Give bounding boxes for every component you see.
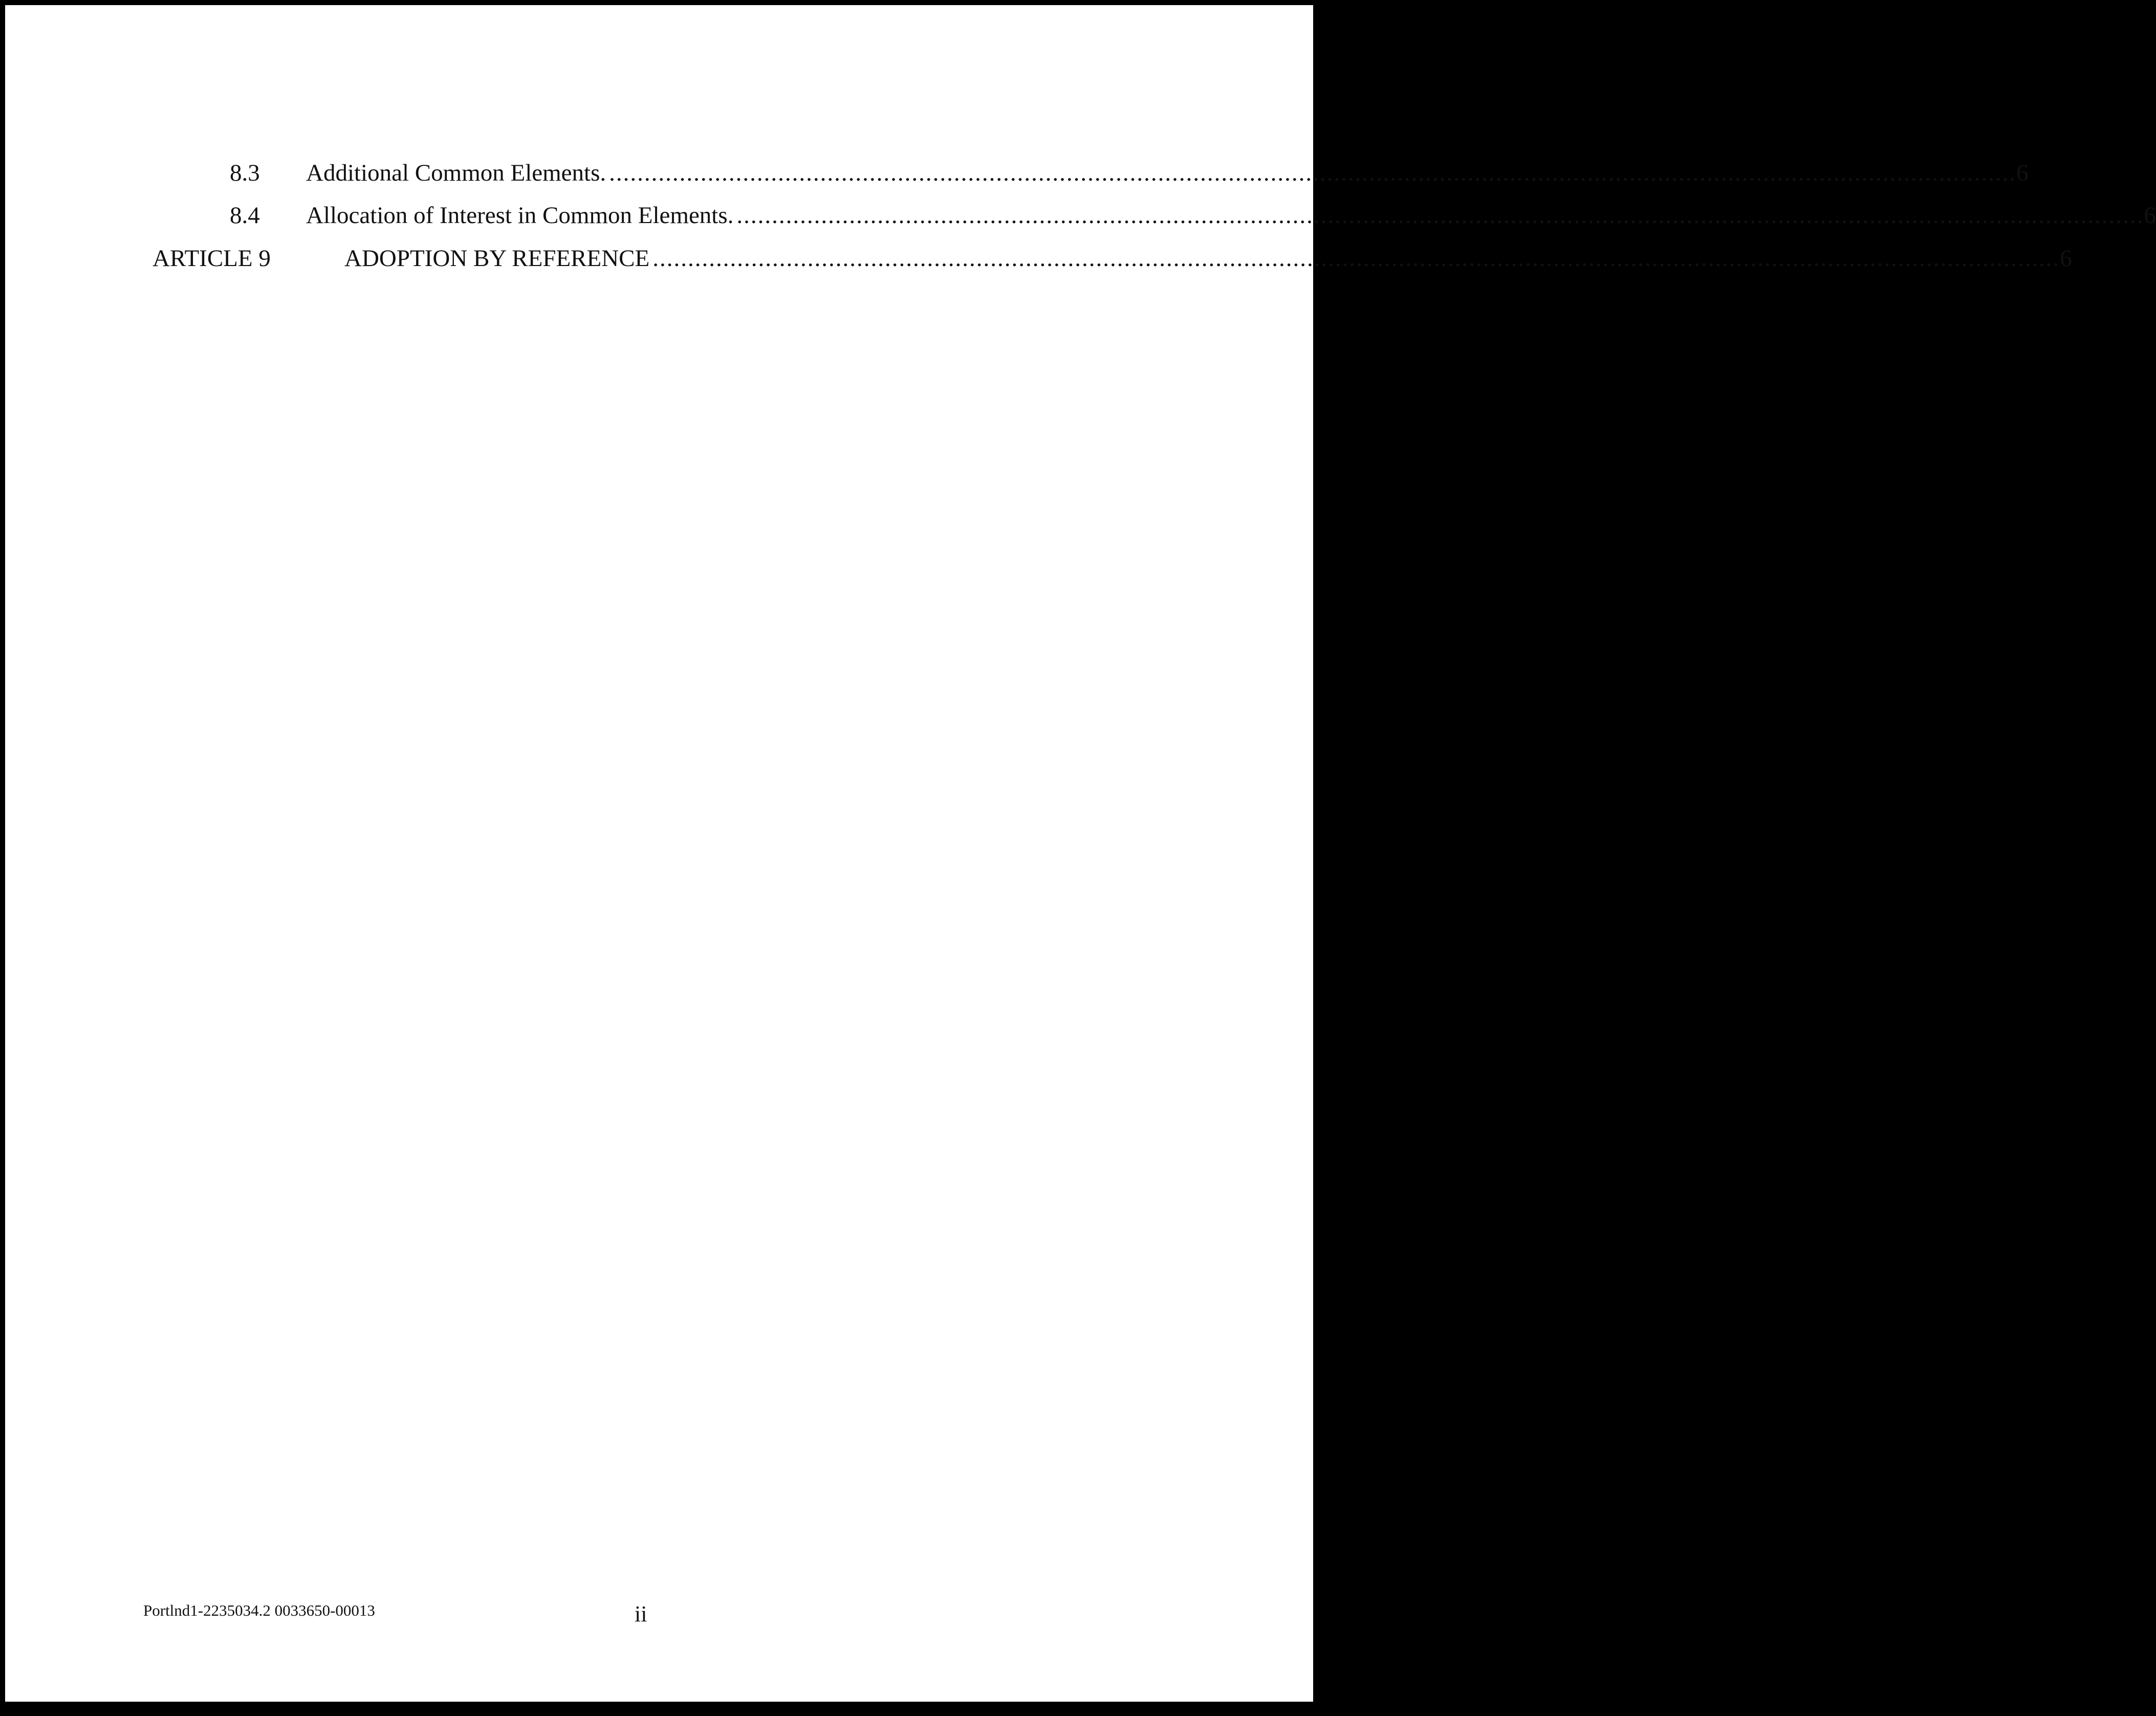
toc-page-number: 6 (2016, 160, 2029, 186)
dot-leader: ........................................................................................................................................................................................................ (609, 160, 2017, 186)
document-page (5, 5, 2156, 1702)
toc-entry-8-3 (5, 155, 2029, 191)
toc-entry-8-4 (5, 197, 2156, 233)
toc-entry-text (306, 155, 2029, 191)
toc-article-number: ARTICLE 9 (153, 245, 271, 272)
toc-page-number: 6 (2144, 202, 2156, 229)
toc-entry-article-9 (5, 240, 2072, 276)
toc-section-title: Allocation of Interest in Common Elements. (306, 202, 734, 229)
toc-section-number: 8.4 (230, 202, 260, 229)
toc-entry-text (306, 197, 2156, 233)
dot-leader: ........................................................................................................................................................................................................ (652, 245, 2060, 272)
footer-document-id: Portlnd1-2235034.2 0033650-00013 (143, 1601, 375, 1619)
toc-article-title: ADOPTION BY REFERENCE (344, 245, 650, 272)
dot-leader: ........................................................................................................................................................................................................ (736, 202, 2144, 229)
toc-entry-text (344, 240, 2072, 276)
footer-page-number: ii (635, 1601, 647, 1626)
toc-section-title: Additional Common Elements. (306, 160, 606, 186)
toc-section-number: 8.3 (230, 160, 260, 186)
toc-page-number: 6 (2060, 245, 2072, 272)
